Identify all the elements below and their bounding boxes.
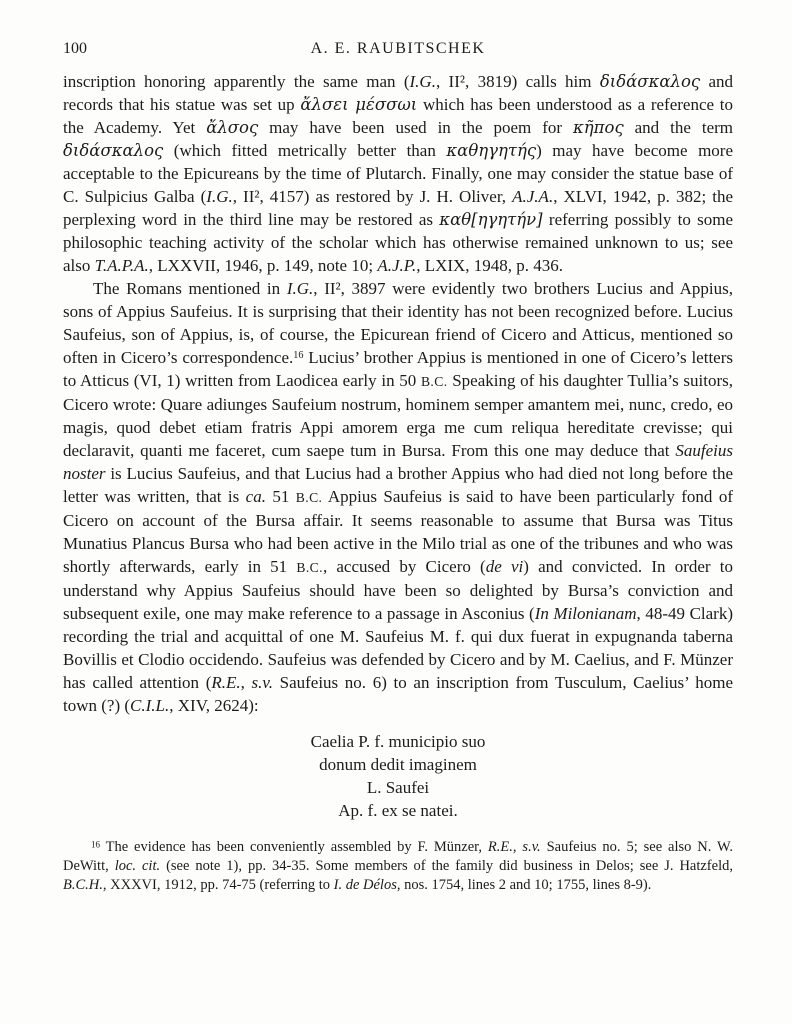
- text-run: , 48-49 Clark) recording the trial and acquittal of one M. Saufeius M. f. qui dux fuerat in expugnanda taberna Bovillis et Clodio occidendo. Saufeius was defended by Cicero and by M. Caelius, and F. Münzer has called attention (: [63, 604, 734, 692]
- text-run: I. de Délos: [333, 877, 397, 893]
- text-run: may have been used in the poem for: [258, 118, 573, 137]
- text-run: , XLVI, 1942, p. 382; the perplexing word in the third line may be restored as: [63, 187, 734, 229]
- text-run: Saufeius no. 5; see also N. W. DeWitt,: [63, 839, 733, 874]
- text-run: A.J.A.: [512, 187, 554, 206]
- text-run: 51: [265, 487, 296, 506]
- text-run: , accused by Cicero (: [322, 557, 486, 576]
- text-run: The Romans mentioned in: [93, 279, 287, 298]
- text-run: B.C.: [295, 490, 323, 505]
- text-run: διδάσκαλος: [599, 72, 701, 91]
- text-run: which has been understood as a reference to the Academy. Yet: [63, 95, 733, 137]
- text-run: s.v.: [522, 839, 541, 855]
- text-run: καθηγητής: [446, 141, 537, 160]
- footnote-ref: 16: [91, 839, 100, 850]
- body-text: [63, 70, 733, 895]
- text-run: I.G.: [206, 187, 233, 206]
- running-head: A. E. RAUBITSCHEK: [310, 40, 486, 57]
- text-run: B.C.: [420, 374, 448, 389]
- text-run: ,: [512, 839, 523, 855]
- text-run: ἄλσος: [206, 118, 259, 137]
- text-run: I.G.: [286, 279, 314, 298]
- text-run: , XIV, 2624):: [169, 696, 259, 715]
- inscription-line: Ap. f. ex se natei.: [338, 801, 458, 820]
- paragraph: [63, 277, 733, 717]
- text-run: ἄλσει μέσσωι: [300, 95, 418, 114]
- text-run: A.J.P.: [377, 256, 417, 275]
- text-run: Saufeius noster: [63, 441, 733, 483]
- text-run: , II², 3897 were evidently two brothers Lucius and Appius, sons of Appius Saufeius. It is surprising that their identity has not been recognized before. Lucius Saufeius, son of Appius, is, of course, the Epicurean friend of Cicero and Atticus, mentioned so often in Cicero’s correspondence.: [63, 279, 734, 367]
- text-run: and the term: [623, 118, 734, 137]
- text-run: inscription honoring apparently the same man (: [63, 72, 410, 91]
- text-run: διδάσκαλος: [63, 141, 164, 160]
- text-run: B.C.H.: [63, 877, 103, 893]
- text-run: ca.: [245, 487, 266, 506]
- text-run: Saufeius no. 6) to an inscription from Tusculum, Caelius’ home town (?) (: [63, 673, 733, 715]
- text-run: , LXXVII, 1946, p. 149, note 10;: [148, 256, 378, 275]
- inscription-line: L. Saufei: [366, 778, 430, 797]
- paragraphs-container: [63, 70, 733, 717]
- text-run: , nos. 1754, lines 2 and 10; 1755, lines 8-9).: [396, 877, 652, 893]
- footnote: [63, 838, 733, 895]
- text-run: C.I.L.: [130, 696, 170, 715]
- text-run: de vi: [485, 557, 524, 576]
- text-run: and records that his statue was set up: [63, 72, 733, 114]
- text-run: , II², 3819) calls him: [435, 72, 600, 91]
- text-run: R.E.: [211, 673, 241, 692]
- text-run: B.C.: [296, 560, 323, 575]
- text-run: The evidence has been conveniently assembled by F. Münzer,: [99, 839, 488, 855]
- text-run: Appius Saufeius is said to have been particularly fond of Cicero on account of the Bursa affair. It seems reasonable to assume that Bursa was Titus Munatius Plancus Bursa who had been active in the Milo trial as one of the tribunes and who was shortly afterwards, early in 51: [63, 487, 734, 576]
- footnote-ref: 16: [293, 349, 304, 361]
- paragraph: [63, 70, 733, 277]
- text-run: , XXXVI, 1912, pp. 74-75 (referring to: [102, 877, 334, 893]
- page-header: [63, 40, 733, 58]
- inscription-line: donum dedit imaginem: [319, 755, 477, 774]
- text-run: R.E.: [487, 839, 513, 855]
- text-run: s.v.: [251, 673, 273, 692]
- text-run: (see note 1), pp. 34-35. Some members of the family did business in Delos; see J. Hatzfeld,: [160, 858, 733, 874]
- text-run: κῆπος: [573, 118, 624, 137]
- text-run: Lucius’ brother Appius is mentioned in one of Cicero’s letters to Atticus (VI, 1) written from Laodicea early in 50: [63, 348, 733, 390]
- text-run: (which fitted metrically better than: [163, 141, 447, 160]
- page-number: 100: [63, 40, 87, 57]
- text-run: I.G.: [409, 72, 436, 91]
- text-run: T.A.P.A.: [94, 256, 149, 275]
- text-run: is Lucius Saufeius, and that Lucius had a brother Appius who had died not long before the letter was written, that is: [63, 464, 733, 506]
- text-run: , LXIX, 1948, p. 436.: [416, 256, 564, 275]
- text-run: In Milonianam: [534, 604, 637, 623]
- text-run: loc. cit.: [114, 858, 161, 874]
- inscription-line: Caelia P. f. municipio suo: [310, 732, 486, 751]
- text-run: ) and convicted. In order to understand why Appius Saufeius should have been so delighted by Bursa’s conviction and subsequent exile, one may make reference to a passage in Asconius (: [63, 557, 733, 623]
- text-run: Speaking of his daughter Tullia’s suitors, Cicero wrote: Quare adiunges Saufeium nostrum, hominem semper amantem mei, nunc, credo, eo magis, quod debet etiam fratris Appi amorem erga me cum reliqua hereditate crevisse; qui declaravit, quanti me faceret, cum saepe tum in Bursa. From this one may deduce that: [63, 371, 733, 460]
- inscription-block: [63, 730, 733, 822]
- text-run: καθ[ηγητήν]: [439, 210, 543, 229]
- text-run: referring possibly to some philosophic teaching activity of the scholar which has otherwise remained unknown to us; see also: [63, 210, 733, 275]
- text-run: ) may have become more acceptable to the Epicureans by the time of Plutarch. Finally, one may consider the statue base of C. Sulpicius Galba (: [63, 141, 733, 206]
- text-run: , II², 4157) as restored by J. H. Oliver,: [232, 187, 513, 206]
- text-run: ,: [240, 673, 252, 692]
